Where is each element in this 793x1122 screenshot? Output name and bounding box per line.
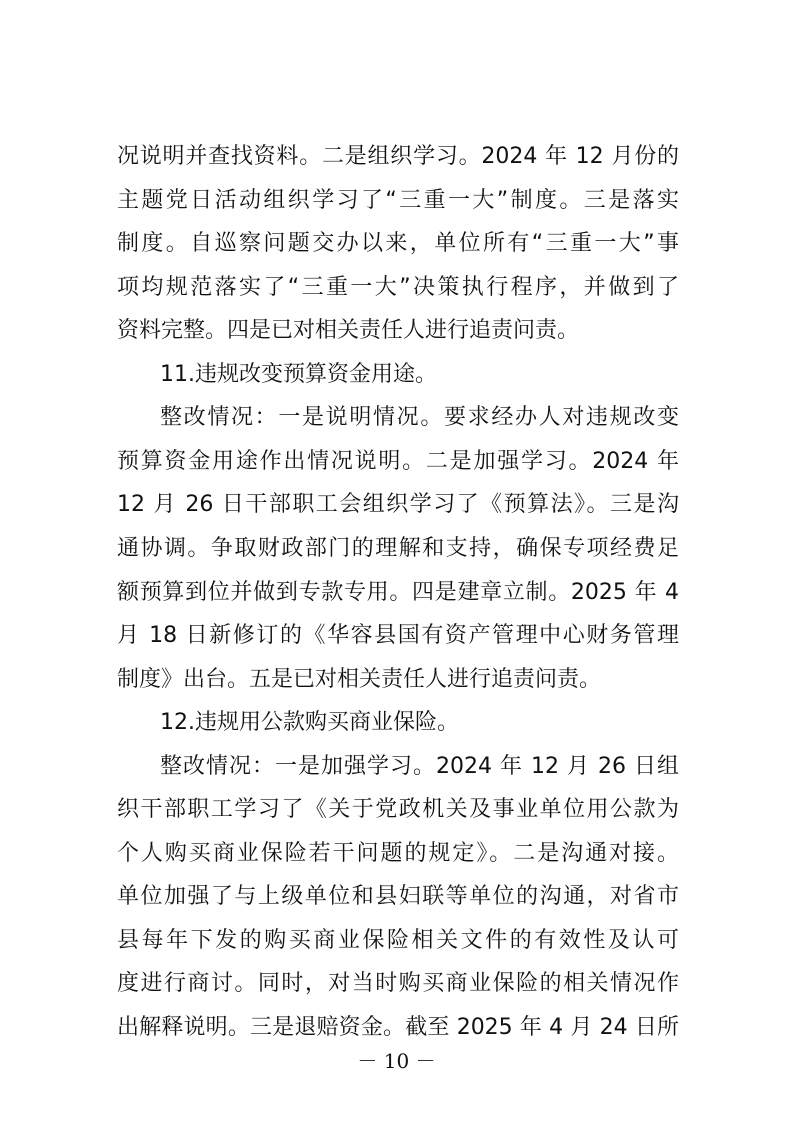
text-line: 月 18 日新修订的《华容县国有资产管理中心财务管理 (117, 623, 679, 648)
text-line: 整改情况：一是说明情况。要求经办人对违规改变 (160, 405, 679, 430)
text-line: 12 月 26 日干部职工会组织学习了《预算法》。三是沟 (117, 492, 679, 517)
text-line: 县每年下发的购买商业保险相关文件的有效性及认可 (117, 928, 679, 953)
text-line: 通协调。争取财政部门的理解和支持，确保专项经费足 (117, 536, 679, 561)
text-line: 度进行商讨。同时，对当时购买商业保险的相关情况作 (117, 971, 679, 996)
text-line: 整改情况：一是加强学习。2024 年 12 月 26 日组 (160, 754, 679, 779)
text-line: 单位加强了与上级单位和县妇联等单位的沟通，对省市 (117, 884, 679, 909)
text-line: 项均规范落实了“三重一大”决策执行程序，并做到了 (117, 275, 679, 300)
text-line: 织干部职工学习了《关于党政机关及事业单位用公款为 (117, 797, 679, 822)
text-line: 个人购买商业保险若干问题的规定》。二是沟通对接。 (117, 841, 679, 866)
section-heading: 11.违规改变预算资金用途。 (160, 362, 437, 387)
page-number: － 10 － (357, 1049, 436, 1073)
text-line: 资料完整。四是已对相关责任人进行追责问责。 (117, 318, 580, 343)
text-line: 出解释说明。三是退赔资金。截至 2025 年 4 月 24 日所 (117, 1015, 679, 1040)
section-heading: 12.违规用公款购买商业保险。 (160, 710, 459, 735)
text-line: 制度。自巡察问题交办以来，单位所有“三重一大”事 (117, 231, 679, 256)
text-line: 况说明并查找资料。二是组织学习。2024 年 12 月份的 (117, 144, 679, 169)
text-line: 预算资金用途作出情况说明。二是加强学习。2024 年 (117, 449, 679, 474)
text-line: 主题党日活动组织学习了“三重一大”制度。三是落实 (117, 188, 679, 213)
text-line: 制度》出台。五是已对相关责任人进行追责问责。 (117, 667, 602, 692)
text-line: 额预算到位并做到专款专用。四是建章立制。2025 年 4 (117, 580, 679, 605)
